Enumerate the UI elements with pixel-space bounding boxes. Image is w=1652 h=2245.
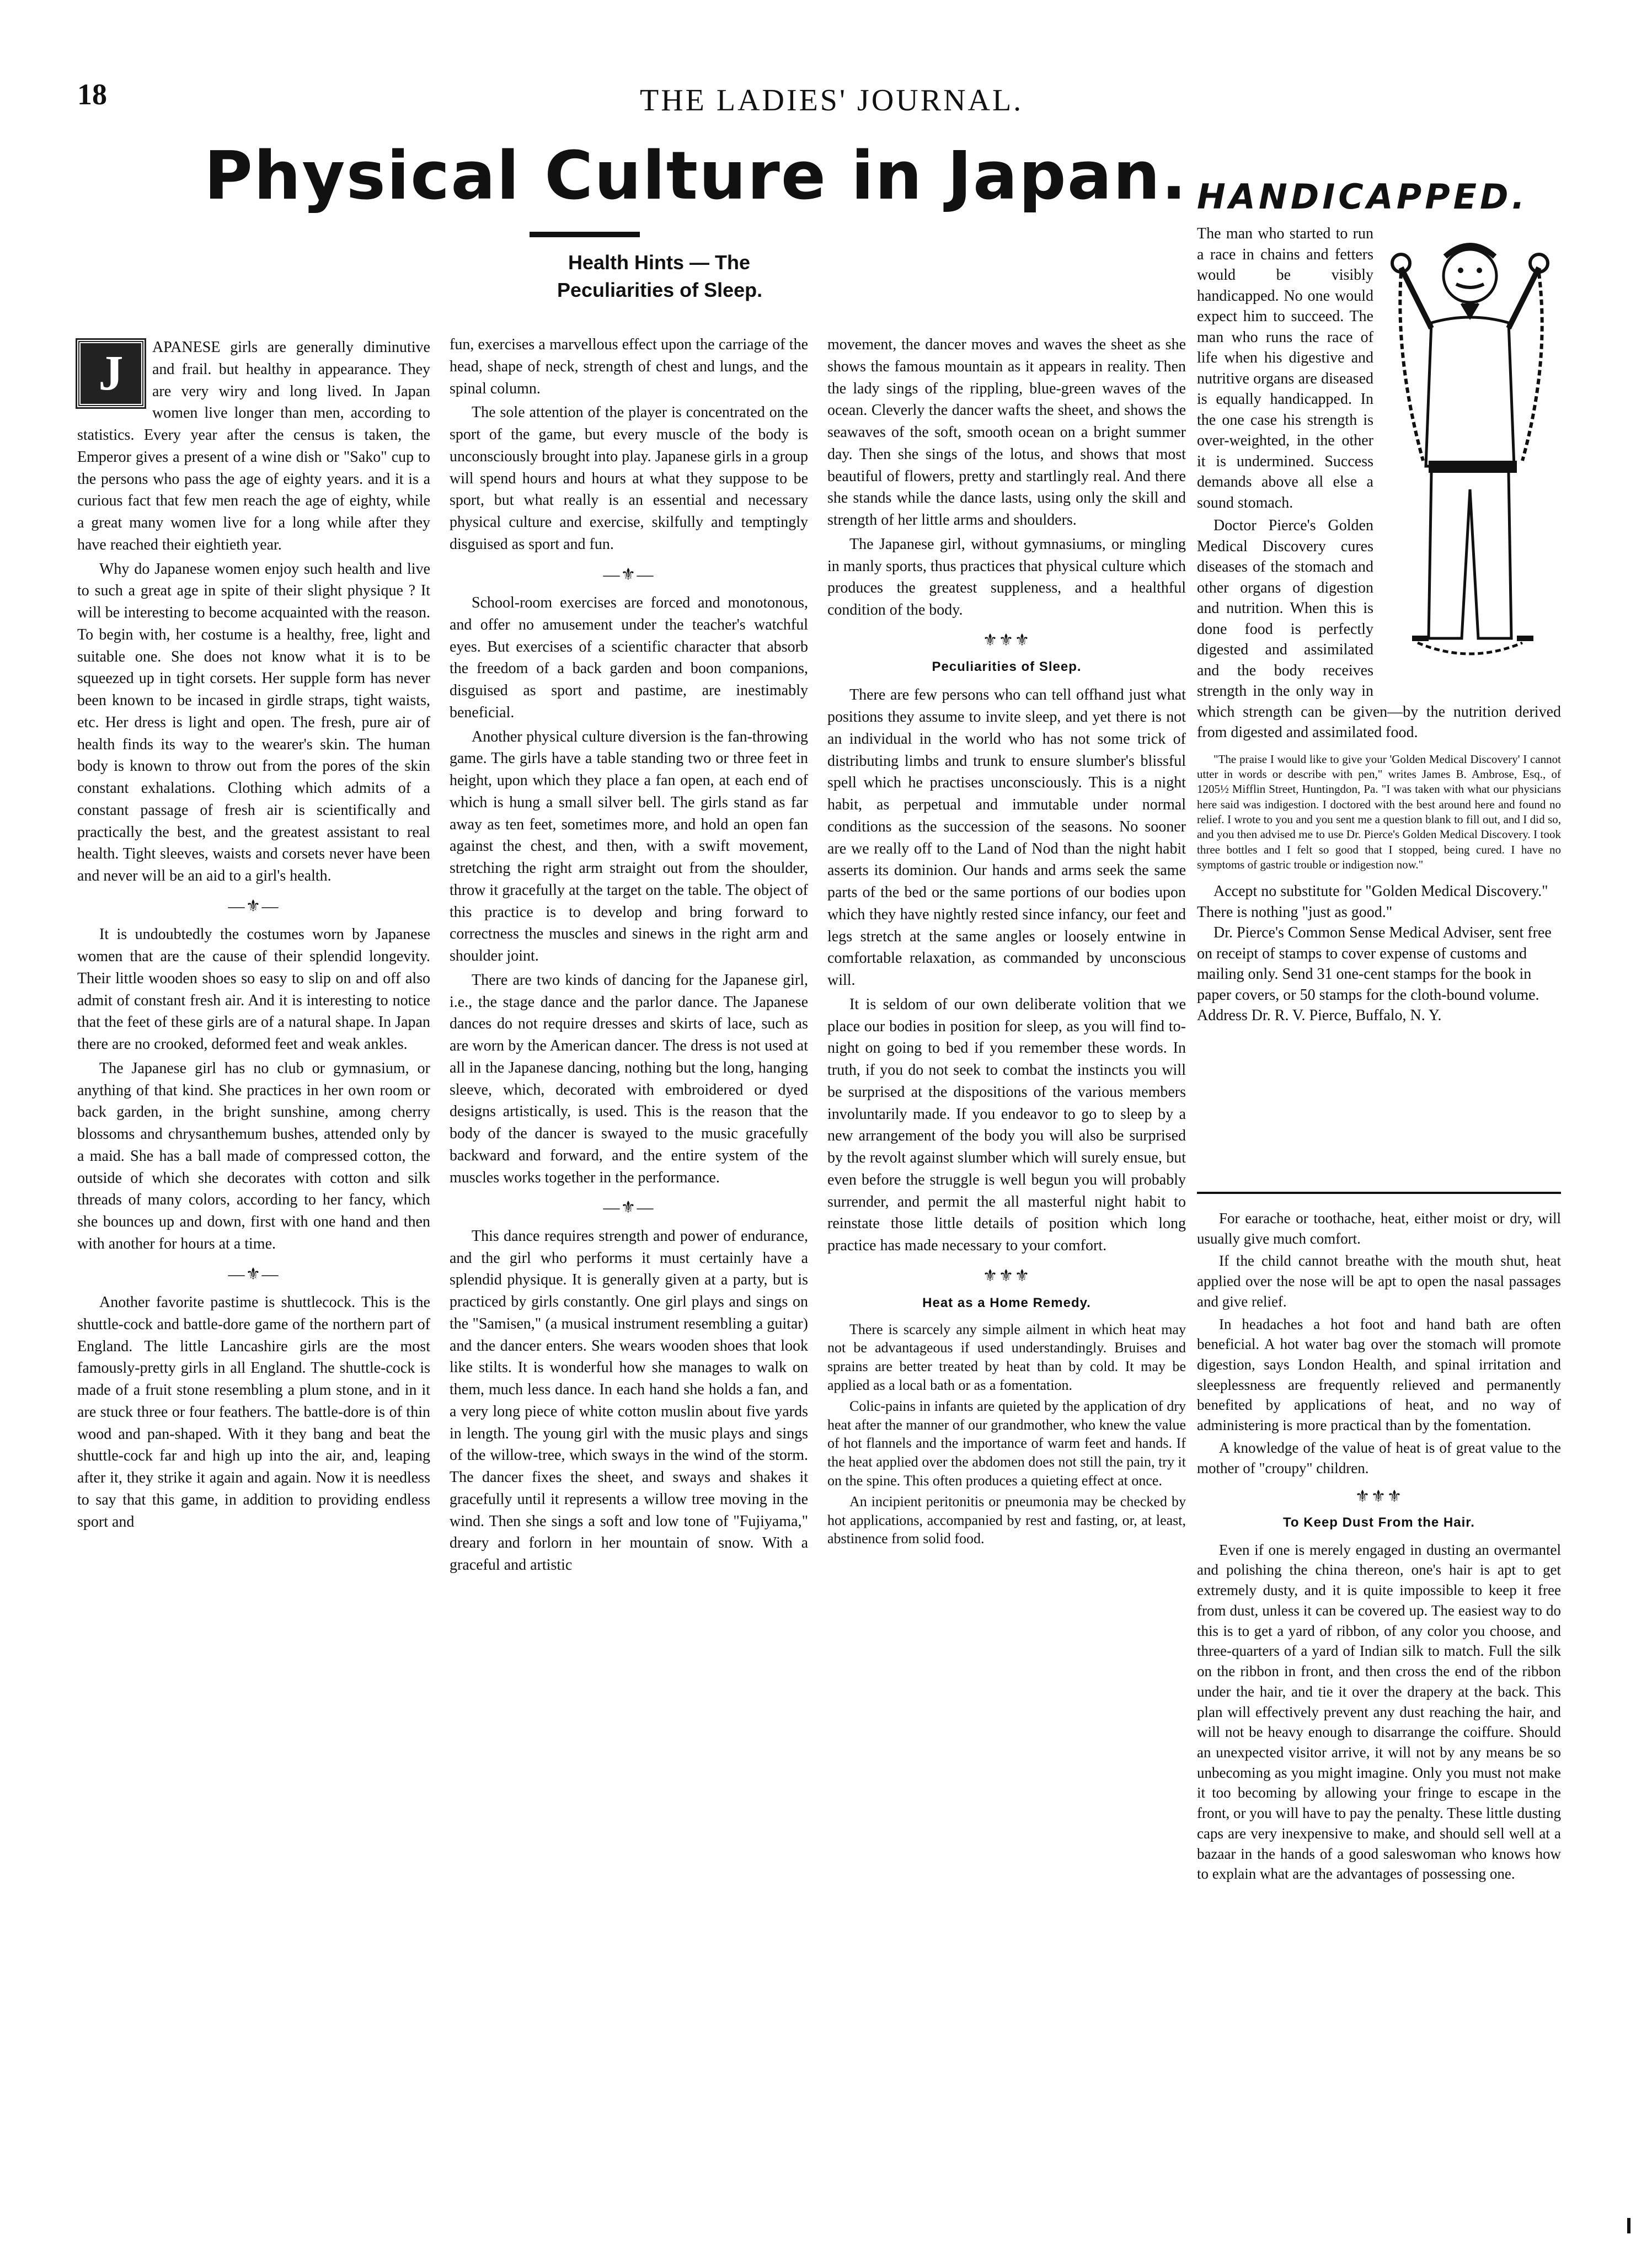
section-divider: —⚜— bbox=[228, 897, 280, 915]
article-paragraph: There are two kinds of dancing for the Japanese girl, i.e., the stage dance and the parlor dance. The Japanese dances do not require dresses and skirts of lace, such as are worn by the American dancer. The dress is not used at all in the Japanese dancing, nothing but the long, hanging sleeve, which, decorated with embroidered or dyed designs artistically, is used. This is the reason that the body of the dancer is swayed to the music gracefully backward and forward, and the entire system of the muscles works together in the performance. bbox=[450, 971, 808, 1186]
heat-paragraph: Colic-pains in infants are quieted by the application of dry heat after the manner of our grandmother, who knew the value of hot flannels and the importance of warm feet and hands. If the heat applied over the abdomen does not still the pain, try it on the spine. This often produces a quieting effect at once. bbox=[827, 1398, 1186, 1489]
dropcap-letter: J bbox=[77, 340, 145, 407]
advert-accept: Accept no substitute for "Golden Medical Discovery." There is nothing "just as good." bbox=[1197, 883, 1548, 921]
article-paragraph: The sole attention of the player is concentrated on the sport of the game, but every muscle of the body is unconsciously brought into play. Japanese girls in a group will spend hours and hours at what they suppose to be sport, but what really is an essential and necessary physical culture and exercise, skilfully and temptingly disguised as sport and fun. bbox=[450, 404, 808, 553]
article-paragraph: This dance requires strength and power of endurance, and the girl who performs it must certainly have a splendid physique. It is generally given at a party, but is practiced by girls constantly. One girl plays and sings on the "Samisen," (a musical instrument resembling a guitar) and the dancer enters. She wears wooden shoes that look like stilts. It is wonderful how she manages to walk on them, much less dance. In each hand she holds a fan, and a very long piece of white cotton muslin about five yards in length. The young girl with the music plays and sings of the willow-tree, which sways in the wind of the storm. The dancer fixes the sheet, and sways and shakes it gracefully until it represents a willow tree moving in the wind. Then she sings a soft and low tone of "Fujiyama," dreary and forlorn in her mountain of snow. With a graceful and artistic bbox=[450, 1227, 808, 1574]
article-paragraph: The Japanese girl has no club or gymnasium, or anything of that kind. She practices in her own room or back garden, in the bright sunshine, among cherry blossoms and chrysanthemum bushes, attended only by a maid. She has a ball made of compressed cotton, the outside of which she decorates with cotton and silk threads of many colors, according to her fancy, which she bounces up and down, first with one hand and then with another for hours at a time. bbox=[77, 1059, 430, 1252]
section-divider: —⚜— bbox=[228, 1265, 280, 1283]
advert-body-2: Doctor Pierce's Golden Medical Discovery cures diseases of the stomach and other organs of digestion and nutrition. When this is done food is perfectly digested and assimilated and the body receives strength in the only way in which strength can be given—by the nutrition derived from digested and assimilated food. bbox=[1197, 517, 1561, 742]
article-paragraph: Another favorite pastime is shuttlecock. This is the shuttle-cock and battle-dore game of the northern part of England. The little Lancashire girls are the most famously-pretty girls in all England. The shuttle-cock is made of a fruit stone resembling a plum stone, and in it are stuck three or four feathers. The battle-dore is of thin wood and pan-shaped. With it they bang and beat the shuttle-cock far and high up into the air, and, leaping after it, they strike it again and again. Now it is needless to say that this game, in addition to providing endless sport and bbox=[77, 1294, 430, 1531]
heat-heading: Heat as a Home Remedy. bbox=[922, 1295, 1091, 1310]
heat-paragraph: For earache or toothache, heat, either moist or dry, will usually give much comfort. bbox=[1197, 1210, 1561, 1247]
advert-offer: Dr. Pierce's Common Sense Medical Adviser, sent free on receipt of stamps to cover expense of customs and mailing only. Send 31 one-cent stamps for the book in paper covers, or 50 stamps for the cloth-bound volume. Address Dr. R. V. Pierce, Buffalo, N. Y. bbox=[1197, 924, 1552, 1025]
section-divider: —⚜— bbox=[603, 1198, 655, 1217]
heat-paragraph: A knowledge of the value of heat is of great value to the mother of "croupy" children. bbox=[1197, 1439, 1561, 1476]
article-paragraph: movement, the dancer moves and waves the sheet as she shows the famous mountain as it appears in reality. Then the lady sings of the rippling, blue-green waves of the ocean. Cleverly the dancer wafts the sheet, and shows the seawaves of the soft, smooth ocean on a bright summer day. Then she sings of the lotus, and shows that most beautiful of flowers, pretty and startlingly real. And there she stands while the dance lasts, using only the skill and strength of her little arms and shoulders. bbox=[827, 336, 1186, 529]
article-paragraph: Why do Japanese women enjoy such health and live to such a great age in spite of their slight physique ? It will be interesting to become acquainted with the reason. To begin with, her costume is a healthy, free, light and suitable one. She does not know what it is to be squeezed up in tight corsets. Her supple form has never been known to be incased in girdle straps, tight waists, etc. Her dress is light and open. The fresh, pure air of health finds its way to the wearer's skin. The human body is known to throw out from the pores of the skin constant exhalations. Clothing which admits of a constant passage of fresh air is scientifically and practically the best, and the greatest assistant to real health. Tight sleeves, waists and corsets never have been and never will be an aid to a girl's health. bbox=[77, 560, 430, 884]
article-column-3 bbox=[827, 334, 1186, 1548]
article-paragraph: fun, exercises a marvellous effect upon the carriage of the head, shape of neck, strength of chest and lungs, and the spinal column. bbox=[450, 336, 808, 397]
heat-paragraph: If the child cannot breathe with the mouth shut, heat applied over the nose will be apt to open the nasal passages and give relief. bbox=[1197, 1252, 1561, 1310]
section-divider: —⚜— bbox=[603, 565, 655, 584]
article-paragraph: Another physical culture diversion is the fan-throwing game. The girls have a table standing two or three feet in height, upon which they place a fan open, at each end of which is hung a small silver bell. The girls stand as far away as ten feet, sometimes more, and hold an open fan against the chest, and then, with a swift movement, stretching the right arm straight out from the shoulder, throw it gracefully at the target on the table. The object of this practice is to develop and bring forward to correctness the muscles and sinews in the right arm and shoulder joint. bbox=[450, 728, 808, 965]
advert-body: The man who started to run a race in chains and fetters would be visibly handicapped. No one would expect him to succeed. The man who runs the race of life when his digestive and nutritive organs are diseased is equally handicapped. In the one case his strength is over-weighted, in the other it is undermined. Success demands above all else a sound stomach. Doctor Pierce's Golden Medical Discovery cures diseases of the stomach and other organs of digestion and nutrition. When this is done food is perfectly digested and assimilated and the body receives strength in the only way in which strength can be given—by the nutrition derived from digested and assimilated food. bbox=[1197, 223, 1561, 743]
article-column-2 bbox=[450, 334, 808, 1576]
dust-paragraph: Even if one is merely engaged in dusting an overmantel and polishing the china thereon, one's hair is apt to get extremely dusty, and it is quite impossible to keep it free from dust, unless it can be covered up. The easiest way to do this is to get a yard of ribbon, of any color you choose, and three-quarters of a yard of Indian silk to match. Full the silk on the ribbon in front, and then cross the end of the ribbon under the hair, and tie it over the drapery at the back. This plan will effectively prevent any dust reaching the hair, and will not be heavy enough to disarrange the coiffure. Should an unexpected visitor arrive, it will not by any means be so unbecoming as you might imagine. Only you must not make it too becoming by allowing your fringe to escape in the front, or you will have to pay the penalty. These little dusting caps are very inexpensive to make, and should sell well at a bazaar in the hands of a good saleswoman who knows how to explain what are the advantages of possessing one. bbox=[1197, 1541, 1561, 1883]
sleep-subtitle-line2: Peculiarities of Sleep. bbox=[557, 279, 763, 301]
article-paragraph: School-room exercises are forced and monotonous, and offer no amusement under the teacher's watchful eyes. But exercises of a scientific character that absorb the freedom of a back garden and boon companions, disguised as sport and pastime, are inestimably beneficial. bbox=[450, 594, 808, 721]
page-edge-mark bbox=[1627, 2218, 1630, 2233]
dust-heading: To Keep Dust From the Hair. bbox=[1283, 1515, 1475, 1531]
sleep-heading: Peculiarities of Sleep. bbox=[932, 659, 1082, 675]
page-number: 18 bbox=[77, 78, 107, 111]
chained-man-illustration bbox=[1379, 223, 1561, 676]
triple-divider: ⚜⚜⚜ bbox=[982, 1266, 1031, 1285]
article-paragraph: J APANESE girls are generally diminutive and frail. but healthy in appearance. They are very wiry and long lived. In Japan women live longer than men, according to statistics. Every year after the census is taken, the Emperor gives a present of a wine dish or "Sako" cup to the persons who pass the age of eighty years. and it is a curious fact that few men reach the age of eighty, while a great many women live for a long while after they have reached their eightieth year. bbox=[77, 339, 430, 553]
article-column-4 bbox=[1197, 1208, 1561, 1884]
sleep-subtitle-line1: Health Hints — The bbox=[568, 251, 751, 274]
heat-paragraph: There is scarcely any simple ailment in which heat may not be advantageous if used understandingly. Bruises and sprains are better treated by heat than by cold. It may be applied as a local bath or as a fomentation. bbox=[827, 1321, 1186, 1393]
article-paragraph: The Japanese girl, without gymnasiums, or mingling in manly sports, thus practices that physical culture which produces the greatest suppleness, and a healthful condition of the body. bbox=[827, 535, 1186, 618]
article-headline: Physical Culture in Japan. bbox=[204, 138, 1188, 215]
sleep-paragraph: It is seldom of our own deliberate volition that we place our bodies in position for sleep, as you will find to-night on going to bed if you remember these words. In truth, if you do not seek to combat the instincts you will be surprised at the dispositions of the various members involuntarily made. If you endeavor to go to sleep by a new arrangement of the body you will also be surprised by the revolt against slumber which will surely ensue, but even before the struggle is well begun you will probably surrender, and permit the all masterful night habit to reinstate those little details of position which long practice has made necessary to your comfort. bbox=[827, 995, 1186, 1255]
advert-title: HANDICAPPED. bbox=[1197, 177, 1528, 217]
advert-bottom-rule bbox=[1197, 1192, 1561, 1194]
journal-title: THE LADIES' JOURNAL. bbox=[640, 83, 1024, 118]
article-paragraph: It is undoubtedly the costumes worn by Japanese women that are the cause of their splendid longevity. Their little wooden shoes so easy to slip on and off also admit of constant fresh air. And it is interesting to notice that the feet of these girls are of a natural shape. In Japan there are no crooked, deformed feet and weak ankles. bbox=[77, 926, 430, 1053]
sleep-paragraph: There are few persons who can tell offhand just what positions they assume to invite sleep, and yet there is not an individual in the world who has not some trick of distributing limbs and trunk to ensure slumber's blissful spell which he practises unconsciously. This is a night habit, as perpetual and immutable under normal conditions as the succession of the seasons. No sooner are we really off to the Land of Nod than the night habit asserts its dominion. Our hands and arms seek the same parts of the bed or the same portions of our bodies upon which they have nightly rested since infancy, our feet and legs stretch at the same angles or loosely entwine in comfortable relaxation, as commanded by unconscious will. bbox=[827, 686, 1186, 989]
advert-testimonial: "The praise I would like to give your 'Golden Medical Discovery' I cannot utter in words or describe with pen," writes James B. Ambrose, Esq., of 1205½ Mifflin Street, Huntingdon, Pa. "I was taken with what our physicians here said was indigestion. I doctored with the best around here and found no relief. I wrote to you and you sent me a question blank to fill out, and I did so, and you then advised me to use Dr. Pierce's Golden Medical Discovery. I took three bottles and I felt so good that I stopped, being cured. I have no symptoms of gastric trouble or indigestion now." bbox=[1197, 752, 1561, 871]
triple-divider: ⚜⚜⚜ bbox=[982, 631, 1031, 649]
heat-paragraph: An incipient peritonitis or pneumonia may be checked by hot applications, accompanied by rest and fasting, or, at least, abstinence from solid food. bbox=[827, 1493, 1186, 1547]
triple-divider: ⚜⚜⚜ bbox=[1355, 1487, 1403, 1506]
article-column-1 bbox=[77, 337, 430, 1533]
heat-paragraph: In headaches a hot foot and hand bath are often beneficial. A hot water bag over the stomach will promote digestion, says London Health, and spinal irritation and sleeplessness are frequently relieved and permanently benefited by applications of heat, and no way of administering is more practical than by the fomentation. bbox=[1197, 1315, 1561, 1434]
subtitle-rule bbox=[530, 232, 640, 237]
advertisement-handicapped bbox=[1197, 177, 1561, 1026]
